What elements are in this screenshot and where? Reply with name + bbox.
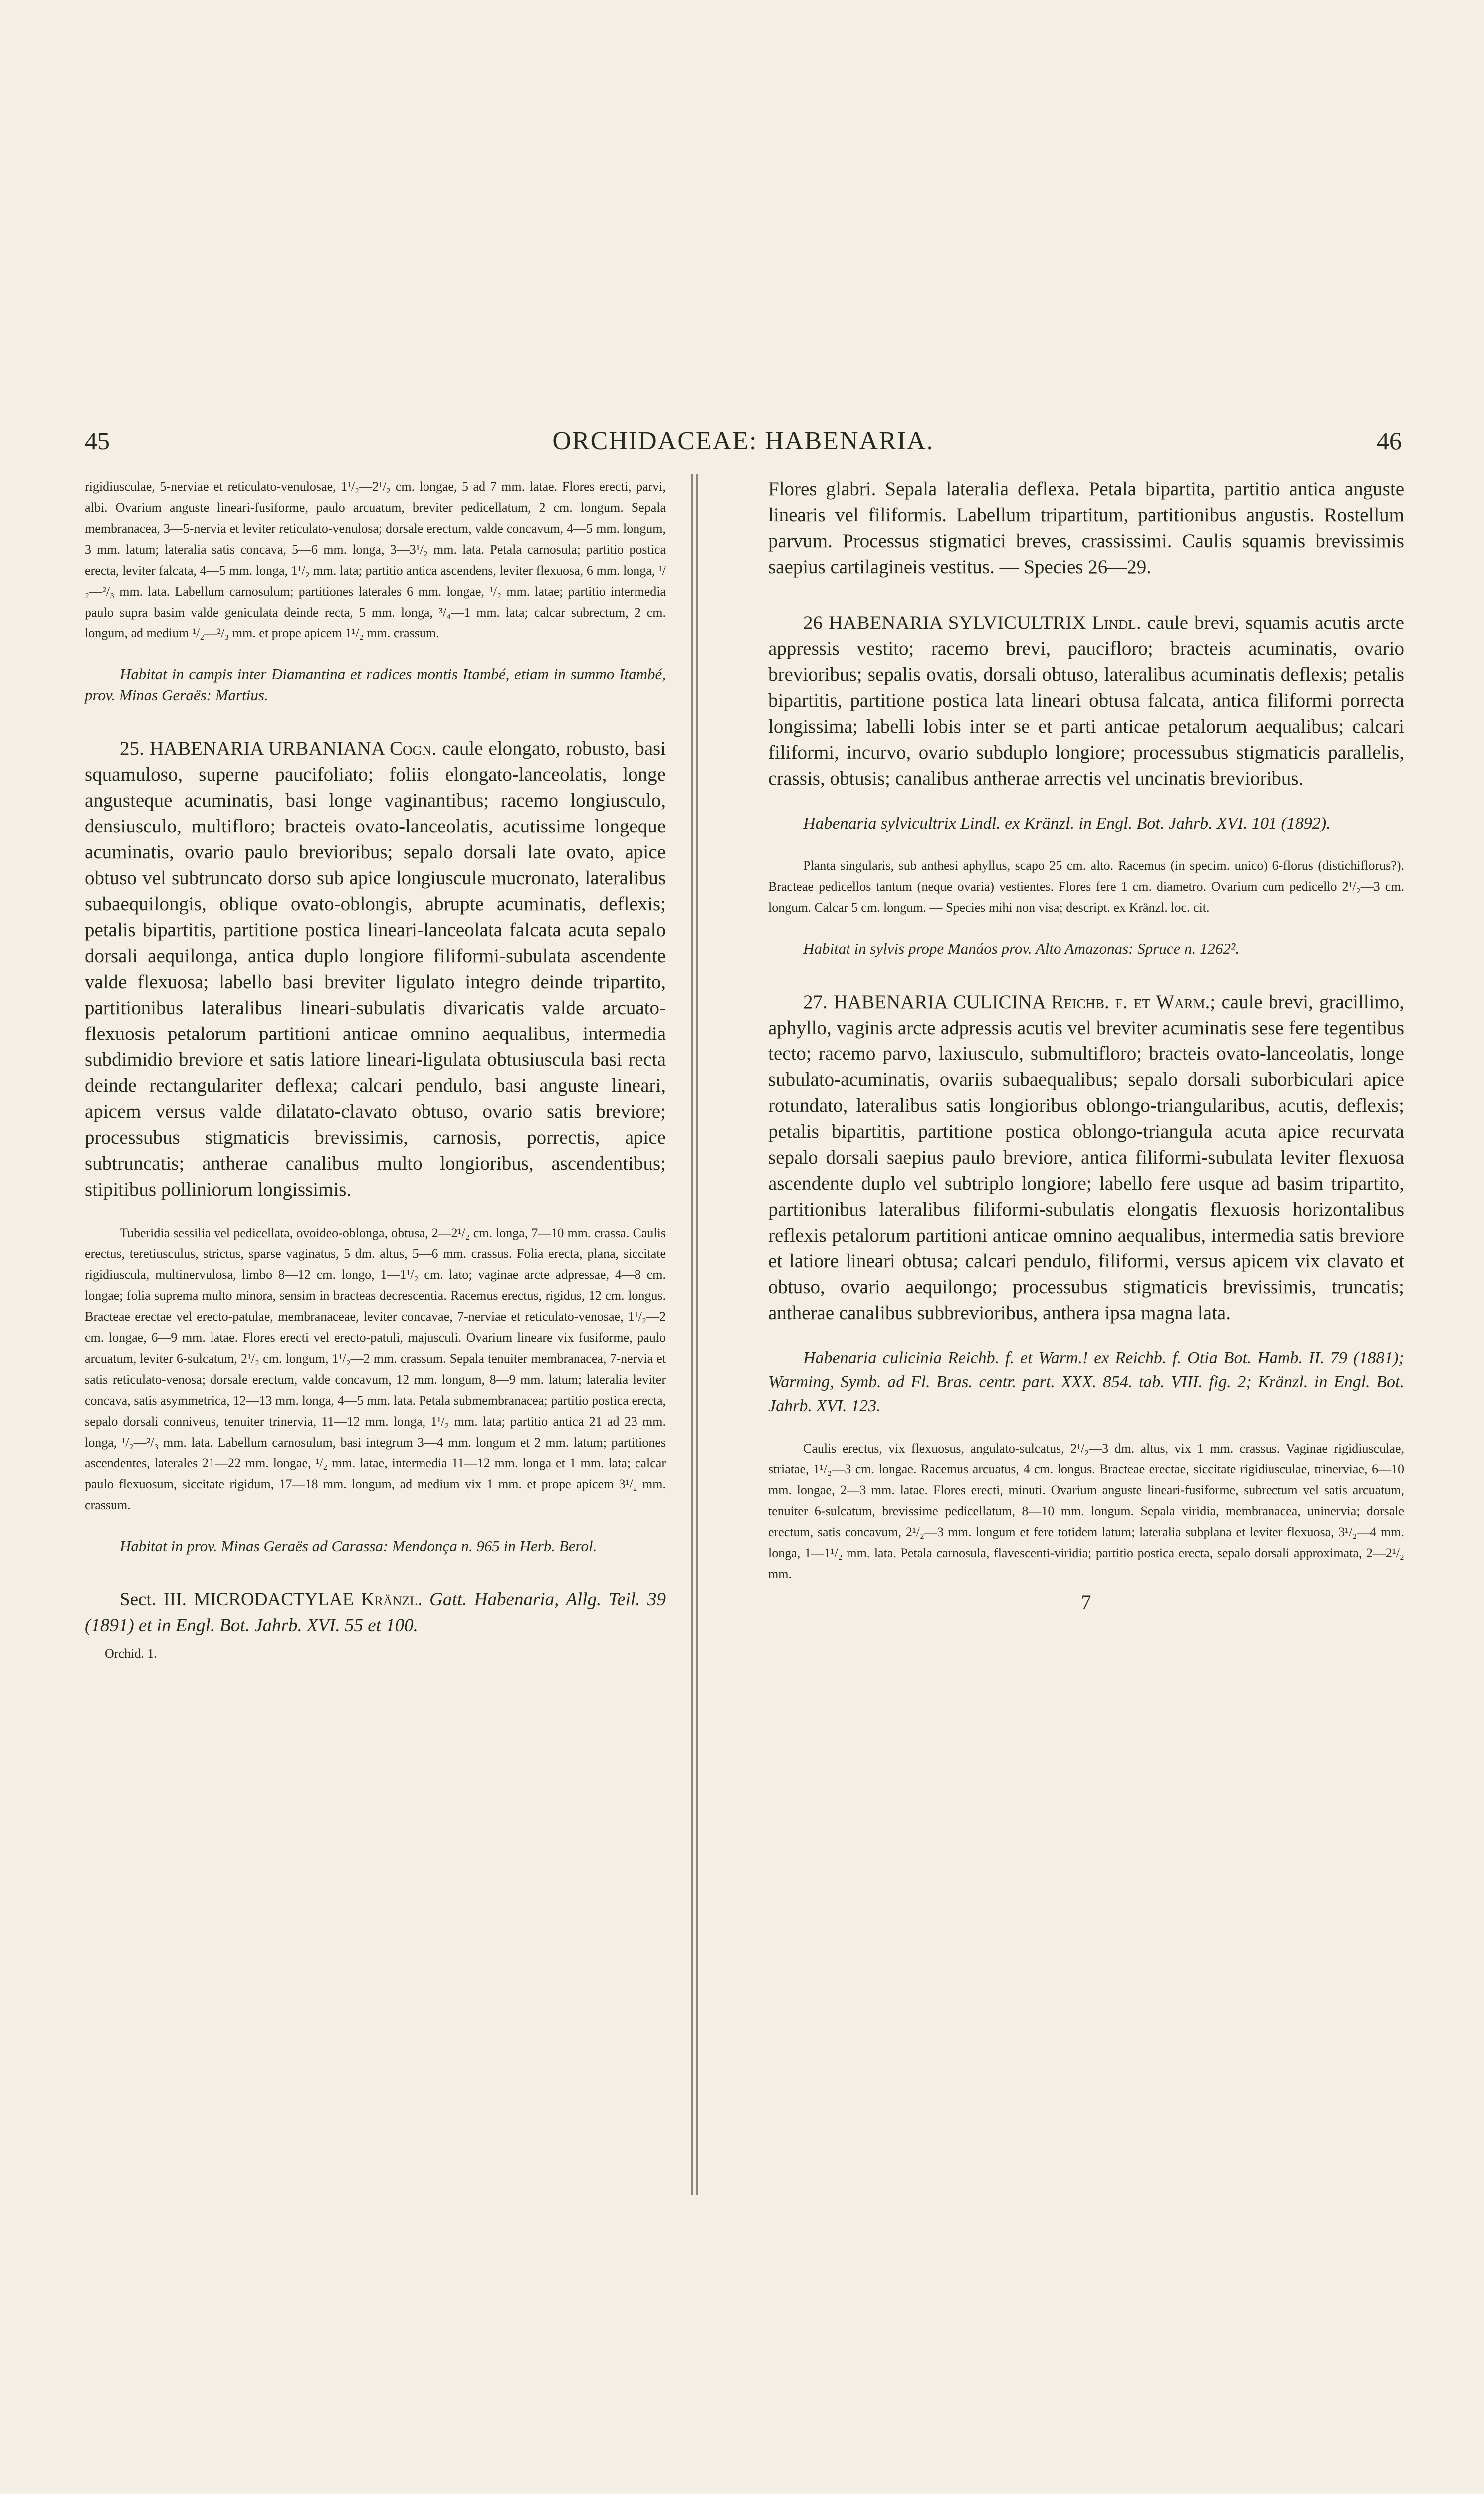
species-number: 26 (803, 612, 823, 633)
species-25-diagnosis (85, 736, 666, 1203)
diagnosis-text: caule brevi, gracillimo, aphyllo, vaginis arcte adpressis acutis vel breviter acuminatis sese fere tegentibus tecto; racemo parvo, laxiusculo, submultifloro; bracteis ovato-lanceolatis, longe subulato-acuminatis, ovariis subaequalibus; sepalo dorsali suborbiculari apice rotundato, lateralibus satis longioribus oblongo-triangularibus, acutis, deflexis; petalis bipartitis, partitione postica oblongo-triangula acuta apice recurvata sepalo dorsali saepius paulo breviore, antica filiformi-subulata leviter flexuosa ascendente duplo vel subtriplo longiore; labello fere usque ad basim tripartito, partitionibus lateralibus filiformi-subulatis elongatis flexuosis horizontalibus reflexis petalorum partitioni anticae omnino aequalibus, intermedia satis breviore et latiore lineari obtusa; calcari pendulo, filiformi, versus apicem vix clavato et obtuso, ovario aequilongo; processubus stigmaticis brevissimis, truncatis; antherae canalibus subbrevioribus, anthera ipsa magna lata. (768, 991, 1405, 1324)
species-number: 25. (120, 738, 144, 759)
habitat-note: Habitat in campis inter Diamantina et radices montis Itambé, etiam in summo Itambé, prov. Minas Geraës: Martius. (85, 665, 666, 704)
section-reference: Gatt. Habenaria, Allg. Teil. 39 (1891) et in Engl. Bot. Jahrb. XVI. 55 et 100. (85, 1589, 666, 1636)
page-number-right: 46 (1377, 427, 1402, 455)
species-author: Lindl. (1092, 612, 1141, 633)
running-title: ORCHIDACEAE: HABENARIA. (552, 427, 934, 455)
signature-mark: Orchid. 1. (105, 1646, 157, 1661)
species-26-reference: Habenaria sylvicultrix Lindl. ex Kränzl. in Engl. Bot. Jahrb. XVI. 101 (1892). (803, 814, 1331, 832)
species-26-diagnosis (768, 610, 1404, 792)
diagnosis-text: caule brevi, squamis acutis arcte appressis vestito; racemo brevi, paucifloro; bracteis acuminatis, ovario brevioribus; sepalis ovatis, dorsali obtuso, lateralibus acuminatis deflexis; petalis bipartitis, partitione postica lata lineari obtusa falcata, antica filiformi porrecta longissima; labelli lobis inter se et parti anticae petalorum aequalibus; calcari filiformi, incurvo, ovario subduplo longiore; processubus stigmaticis parallelis, crassis, obtusis; canalibus antherae arrectis vel uncinatis brevioribus. (768, 612, 1405, 789)
species-author: Reichb. f. et Warm.; (1051, 991, 1216, 1013)
species-25-description: Tuberidia sessilia vel pedicellata, ovoideo-oblonga, obtusa, 2—2¹/₂ cm. longa, 7—10 mm. crassa. Caulis erectus, teretiusculus, strictus, sparse vaginatus, 5 dm. altus, 5—6 mm. crassus. Folia erecta, plana, siccitate rigidiuscula, multinervulosa, limbo 8—12 cm. longo, 1—1¹/₂ cm. lato; vaginae arcte adpressae, 4—8 cm. longae; folia suprema multo minora, sensim in bracteas decrescentia. Racemus erectus, rigidus, 12 cm. longus. Bracteae erectae vel erecto-patulae, membranaceae, leviter concavae, 7-nerviae et reticulato-venosae, 1¹/₂—2 cm. longae, 6—9 mm. latae. Flores erecti vel erecto-patuli, majusculi. Ovarium lineare vix fusiforme, paulo arcuatum, leviter 6-sulcatum, 2¹/₂ cm. longum, 1¹/₂—2 mm. crassum. Sepala tenuiter membranacea, 7-nervia et satis reticulato-venosa; dorsale erectum, valde concavum, 12 mm. longum, 8—9 mm. latum; lateralia leviter concava, satis asymmetrica, 12—13 mm. longa, 4—5 mm. lata. Petala submembranacea; partitio postica erecta, sepalo dorsali conniveus, tenuiter trinervia, 11—12 mm. longa, 1¹/₂ mm. lata; partitio antica 21 ad 23 mm. longa, ¹/₂—²/₃ mm. lata. Labellum carnosulum, basi integrum 3—4 mm. longum et 2 mm. latum; partitiones ascendentes, laterales 21—22 mm. longae, ¹/₂ mm. latae, intermedia 11—12 mm. longa et 1 mm. lata; calcar paulo flexuosum, siccitate rigidum, 17—18 mm. longum, ad medium vix 1 mm. et prope apicem 3¹/₂ mm. crassum. (85, 1226, 666, 1512)
left-column (85, 476, 666, 1663)
species-26-description: Planta singularis, sub anthesi aphyllus, scapo 25 cm. alto. Racemus (in specim. unico) 6-florus (distichiflorus?). Bracteae pedicellos tantum (neque ovaria) vestientes. Flores fere 1 cm. diametro. Ovarium cum pedicello 2¹/₂—3 cm. longum. Calcar 5 cm. longum. — Species mihi non visa; descript. ex Kränzl. loc. cit. (768, 858, 1404, 915)
species-number: 27. (803, 991, 828, 1013)
habitat-note: Habitat in prov. Minas Geraës ad Carassa: Mendonça n. 965 in Herb. Berol. (120, 1537, 597, 1555)
running-header (85, 426, 1402, 471)
section-label: Sect. III. (120, 1589, 187, 1610)
species-author: Cogn. (390, 738, 437, 759)
species-27-diagnosis (768, 989, 1404, 1326)
species-name: HABENARIA URBANIANA (149, 738, 385, 759)
habitat-note: Habitat in sylvis prope Manáos prov. Alto Amazonas: Spruce n. 1262². (803, 940, 1240, 957)
species-27-reference: Habenaria culicinia Reichb. f. et Warm.! ex Reichb. f. Otia Bot. Hamb. II. 79 (1881); Warming, Symb. ad Fl. Bras. centr. part. XXX. 854. tab. VIII. fig. 2; Kränzl. in Engl. Bot. Jahrb. XVI. 123. (768, 1349, 1404, 1415)
species-name: HABENARIA CULICINA (833, 991, 1045, 1013)
sheet-number: 7 (1081, 1591, 1091, 1613)
page-number-left: 45 (85, 427, 110, 455)
column-rule (696, 474, 698, 2195)
species-27-description: Caulis erectus, vix flexuosus, angulato-sulcatus, 2¹/₂—3 dm. altus, vix 1 mm. crassus. Vaginae rigidiusculae, striatae, 1¹/₂—3 cm. longae. Racemus arcuatus, 4 cm. longus. Bracteae erectae, siccitate rigidiusculae, trinerviae, 6—10 mm. longae, 2—3 mm. latae. Flores erecti, minuti. Ovarium anguste lineari-fusiforme, subrectum vel satis arcuatum, tenuiter 6-sulcatum, brevissime pedicellatum, 8—10 mm. longum. Sepala viridia, membranacea, uninervia; dorsale erectum, satis concavum, 2¹/₂—3 mm. longum et fere totidem latum; lateralia subplana et leviter flexuosa, 3¹/₂—4 mm. longa, 1—1¹/₂ mm. lata. Petala carnosula, flavescenti-viridia; partitio postica erecta, sepalo dorsali approximata, 2—2¹/₂ mm. (768, 1441, 1404, 1581)
column-rule (691, 474, 693, 2195)
section-characters: Flores glabri. Sepala lateralia deflexa. Petala bipartita, partitio antica anguste linearis vel filiformis. Labellum tripartitum, partitionibus angustis. Rostellum parvum. Processus stigmatici breves, crassissimi. Caulis squamis brevissimis saepius cartilagineis vestitus. — Species 26—29. (768, 478, 1404, 578)
section-author: Kränzl. (361, 1589, 423, 1610)
section-heading (85, 1587, 666, 1639)
right-column (768, 476, 1404, 1615)
species-name: HABENARIA SYLVICULTRIX (829, 612, 1086, 633)
description-continued: rigidiusculae, 5-nerviae et reticulato-venulosae, 1¹/₂—2¹/₂ cm. longae, 5 ad 7 mm. latae. Flores erecti, parvi, albi. Ovarium anguste lineari-fusiforme, paulo arcuatum, breviter pedicellatum, 2 cm. longum. Sepala membranacea, 3—5-nervia et leviter reticulato-venulosa; dorsale erectum, valde concavum, 4—5 mm. longum, 3 mm. latum; lateralia satis concava, 5—6 mm. longa, 3—3¹/₂ mm. lata. Petala carnosula; partitio postica erecta, leviter falcata, 4—5 mm. longa, 1¹/₂ mm. lata; partitio antica ascendens, leviter flexuosa, 6 mm. longa, ¹/₂—²/₃ mm. lata. Labellum carnosulum; partitiones laterales 6 mm. longae, ¹/₂ mm. latae; partitio intermedia paulo supra basim valde geniculata deinde recta, 5 mm. longa, ³/₄—1 mm. lata; calcar subrectum, 2 cm. longum, ad medium ¹/₂—²/₃ mm. et prope apicem 1¹/₂ mm. crassum. (85, 479, 666, 640)
diagnosis-text: caule elongato, robusto, basi squamuloso, superne paucifoliato; foliis elongato-lanceolatis, longe angusteque acuminatis, basi longe vaginantibus; racemo longiusculo, densiusculo, multifloro; bracteis ovato-lanceolatis, acutissime longeque acuminatis, ovario paulo brevioribus; sepalo dorsali late ovato, apice obtuso vel subtruncato dorso sub apice longiuscule mucronato, lateralibus subaequilongis, oblique ovato-oblongis, abrupte acuminatis, deflexis; petalis bipartitis, partitione postica lineari-lanceolata falcata acuta sepalo dorsali aequilonga, antica duplo longiore filiformi-subulata ascendente valde flexuosa; labello basi breviter ligulato integro deinde tripartito, partitionibus lateralibus lineari-subulatis divaricatis valde arcuato-flexuosis petalorum partitioni anticae omnino aequalibus, intermedia subdimidio breviore et satis latiore lineari-ligulata obtusiuscula basi recta deinde rectangulariter deflexa; calcari pendulo, basi anguste lineari, apicem versus valde dilatato-clavato obtuso, ovario satis breviore; processubus stigmaticis brevissimis, carnosis, porrectis, apice subtruncatis; antherae canalibus multo longioribus, ascendentibus; stipitibus polliniorum longissimis. (85, 738, 666, 1200)
section-name: MICRODACTYLAE (194, 1589, 354, 1610)
